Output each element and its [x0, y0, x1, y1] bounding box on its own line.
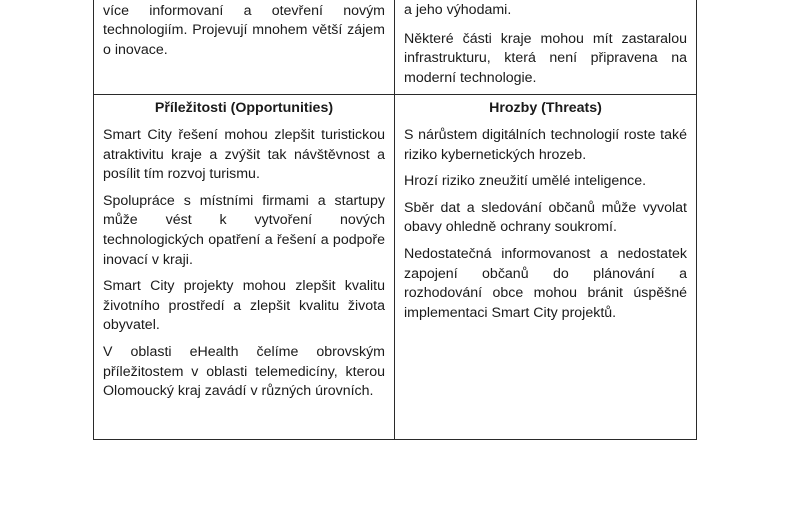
- threats-heading: Hrozby (Threats): [489, 100, 602, 116]
- strengths-cell: [94, 0, 395, 94]
- threats-paragraph: S nárůstem digitálních technologií roste také riziko kybernetických hrozeb.: [404, 127, 687, 163]
- opportunities-paragraph: V oblasti eHealth čelíme obrovským příležitostem v oblasti telemedicíny, kterou Olomoucký kraj zavádí v různých úrovních.: [103, 343, 385, 400]
- swot-table: [93, 0, 697, 440]
- weaknesses-paragraph: Některé části kraje mohou mít zastaralou infrastrukturu, která není připravena na moderní technologie.: [404, 30, 687, 86]
- swot-row-strengths-weaknesses: [94, 0, 696, 95]
- strengths-paragraph: více informovaní a otevření novým technologiím. Projevují mnohem větší zájem o inovace.: [103, 2, 385, 58]
- threats-cell: [395, 95, 696, 439]
- swot-row-opportunities-threats: [94, 95, 696, 439]
- opportunities-cell: [94, 95, 395, 439]
- opportunities-paragraph: Smart City řešení mohou zlepšit turistickou atraktivitu kraje a zvýšit tak návštěvnost a posílit tím rozvoj turismu.: [103, 127, 385, 183]
- opportunities-heading: Příležitosti (Opportunities): [154, 100, 334, 116]
- weaknesses-paragraph: a jeho výhodami.: [404, 2, 512, 18]
- threats-paragraph: Sběr dat a sledování občanů může vyvolat obavy ohledně ochrany soukromí.: [404, 199, 687, 236]
- opportunities-paragraph: Smart City projekty mohou zlepšit kvalitu životního prostředí a zlepšit kvalitu života obyvatel.: [103, 278, 385, 334]
- opportunities-paragraph: Spolupráce s místními firmami a startupy může vést k vytvoření nových technologických opatření a řešení a podpoře inovací v kraji.: [103, 192, 385, 268]
- weaknesses-cell: [395, 0, 696, 94]
- threats-paragraph: Nedostatečná informovanost a nedostatek zapojení občanů do plánování a rozhodování obce mohou bránit úspěšné implementaci Smart City projektů.: [404, 245, 687, 321]
- threats-paragraph: Hrozí riziko zneužití umělé inteligence.: [404, 173, 647, 190]
